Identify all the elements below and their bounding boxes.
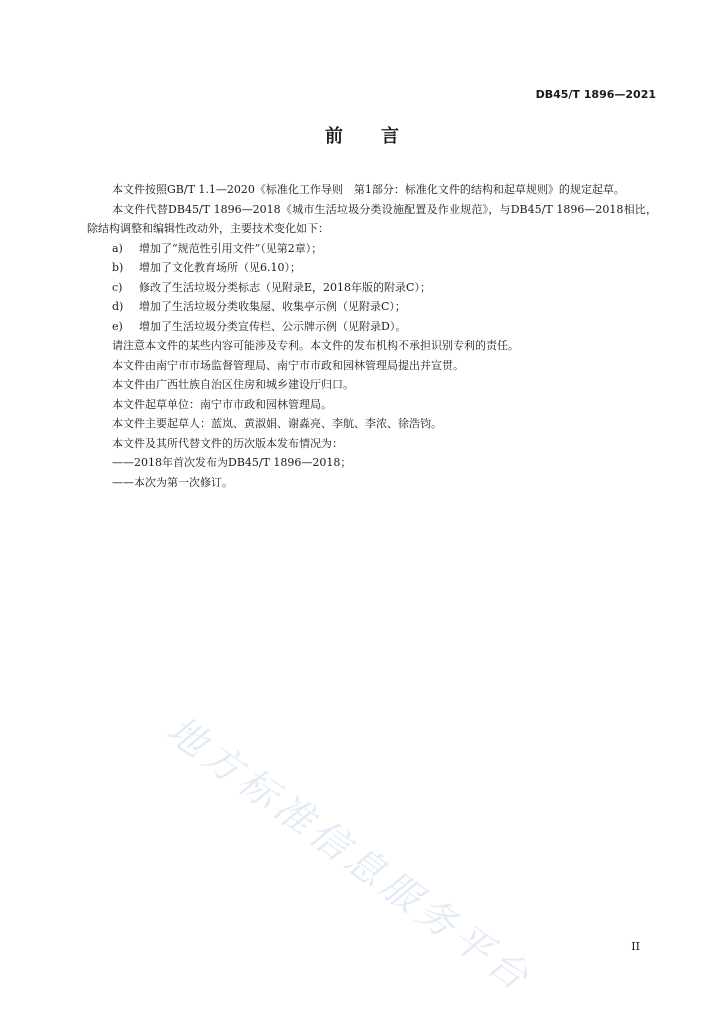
body-paragraph: 请注意本文件的某些内容可能涉及专利。本文件的发布机构不承担识别专利的责任。 — [112, 339, 519, 352]
list-marker: e) — [112, 319, 123, 333]
change-item — [87, 317, 657, 337]
document-body — [87, 180, 657, 492]
intro-paragraph: 本文件按照GB/T 1.1—2020《标准化工作导则 第1部分：标准化文件的结构和起草规则》的规定起草。 — [112, 183, 625, 196]
watermark: 地方标准信息服务平台 — [158, 707, 541, 1002]
history-item: ——2018年首次发布为DB45/T 1896—2018； — [112, 456, 352, 469]
page-number: II — [631, 940, 640, 953]
list-marker: d) — [112, 300, 124, 313]
body-paragraph: 本文件由广西壮族自治区住房和城乡建设厅归口。 — [112, 378, 354, 391]
intro-paragraph: 本文件代替DB45/T 1896—2018《城市生活垃圾分类设施配置及作业规范》，与DB45/T 1896—2018相比，除结构调整和编辑性改动外，主要技术变化如下： — [87, 202, 657, 235]
list-marker: c) — [112, 280, 123, 294]
list-marker: b) — [112, 261, 124, 274]
change-item — [87, 297, 657, 317]
change-item — [87, 258, 657, 278]
body-paragraph: 本文件起草单位：南宁市市政和园林管理局。 — [112, 397, 332, 411]
list-marker: a) — [112, 241, 123, 255]
change-item — [87, 239, 657, 259]
body-paragraph: 本文件由南宁市市场监督管理局、南宁市市政和园林管理局提出并宣贯。 — [112, 358, 464, 372]
change-text: 增加了生活垃圾分类收集屋、收集亭示例（见附录C）； — [139, 300, 406, 313]
change-text: 增加了文化教育场所（见6.10）； — [139, 261, 301, 274]
page-title: 前言 — [325, 126, 437, 147]
change-text: 修改了生活垃圾分类标志（见附录E，2018年版的附录C）； — [139, 280, 431, 294]
history-item: ——本次为第一次修订。 — [112, 475, 233, 489]
change-text: 增加了“规范性引用文件”（见第2章）； — [139, 241, 323, 255]
change-item — [87, 278, 657, 298]
document-code: DB45/T 1896—2021 — [535, 88, 656, 101]
change-text: 增加了生活垃圾分类宣传栏、公示牌示例（见附录D）。 — [139, 319, 407, 333]
body-paragraph: 本文件及其所代替文件的历次版本发布情况为： — [112, 436, 343, 450]
body-paragraph: 本文件主要起草人：蓝岚、黄淑娟、谢淼亮、李航、李浓、徐浩钧。 — [112, 417, 442, 430]
